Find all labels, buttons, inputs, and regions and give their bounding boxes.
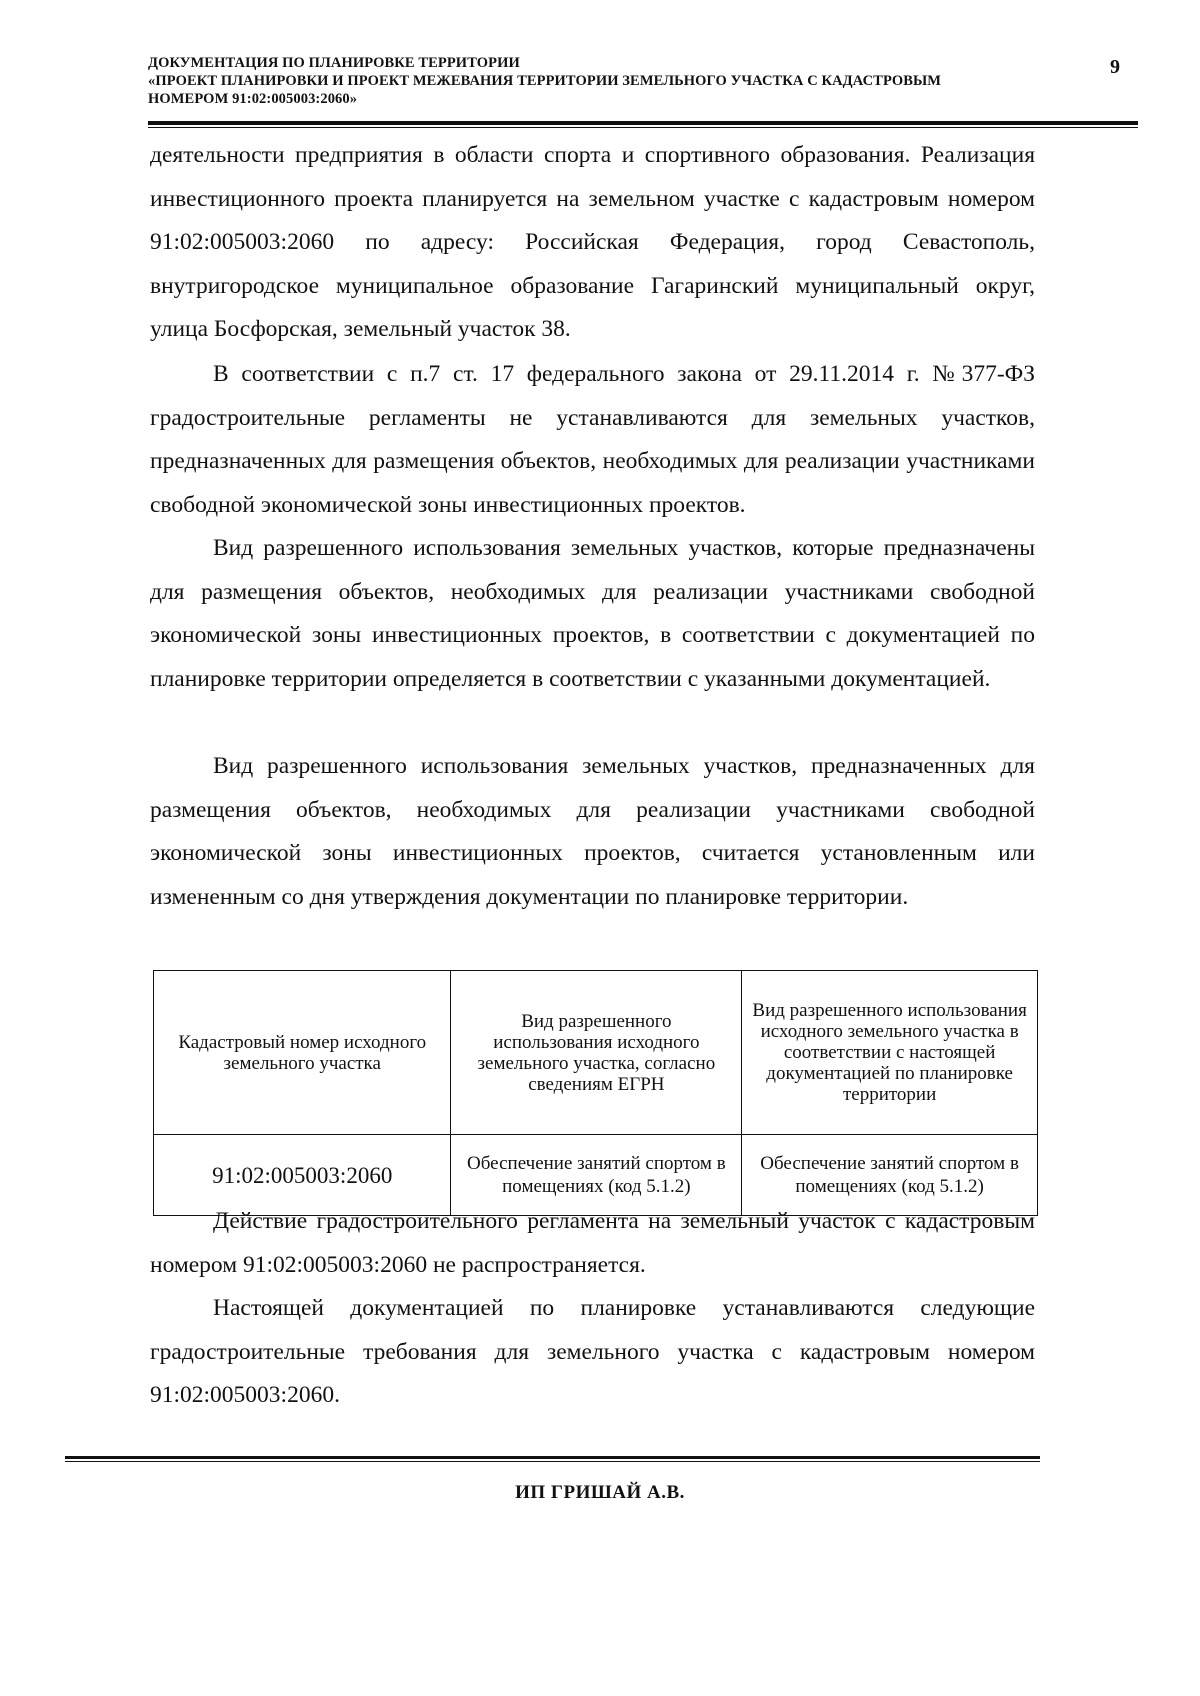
table-cell-cadastral-number: 91:02:005003:2060 bbox=[154, 1135, 451, 1216]
table-header-cell: Вид разрешенного использования исходного земельного участка в соответствии с настоящей документацией по планировке территории bbox=[742, 971, 1038, 1135]
land-use-table bbox=[153, 970, 1038, 1216]
header-divider-thin bbox=[148, 127, 1138, 128]
header-line-2: «ПРОЕКТ ПЛАНИРОВКИ И ПРОЕКТ МЕЖЕВАНИЯ ТЕРРИТОРИИ ЗЕМЕЛЬНОГО УЧАСТКА С КАДАСТРОВЫМ bbox=[148, 73, 942, 89]
table-header-cell: Кадастровый номер исходного земельного участка bbox=[154, 971, 451, 1135]
paragraph-4: Вид разрешенного использования земельных участков, предназначенных для размещения объектов, необходимых для реализации участниками свободной экономической зоны инвестиционных проектов, считается установленным или измененным со дня утверждения документации по планировке территории. bbox=[150, 753, 1035, 910]
header-divider bbox=[148, 121, 1138, 125]
table-cell: Обеспечение занятий спортом в помещениях (код 5.1.2) bbox=[451, 1135, 742, 1216]
paragraph-3: Вид разрешенного использования земельных участков, которые предназначены для размещения объектов, необходимых для реализации участниками свободной экономической зоны инвестиционных проектов, в соответствии с документацией по планировке территории определяется в соответствии с указанными документацией. bbox=[150, 535, 1035, 692]
footer-divider bbox=[65, 1456, 1040, 1459]
paragraph-5: Действие градостроительного регламента на земельный участок с кадастровым номером 91:02:005003:2060 не распространяется. bbox=[150, 1208, 1035, 1278]
document-header bbox=[148, 54, 1048, 108]
header-line-3: НОМЕРОМ 91:02:005003:2060» bbox=[148, 91, 358, 107]
table-header-row bbox=[154, 971, 1038, 1135]
page-number: 9 bbox=[1110, 56, 1120, 78]
paragraph-6: Настоящей документацией по планировке устанавливаются следующие градостроительные требования для земельного участка с кадастровым номером 91:02:005003:2060. bbox=[150, 1295, 1035, 1408]
table-cell: Обеспечение занятий спортом в помещениях (код 5.1.2) bbox=[742, 1135, 1038, 1216]
table-header-cell: Вид разрешенного использования исходного земельного участка, согласно сведениям ЕГРН bbox=[451, 971, 742, 1135]
footer-author: ИП ГРИШАЙ А.В. bbox=[515, 1482, 685, 1503]
header-line-1: ДОКУМЕНТАЦИЯ ПО ПЛАНИРОВКЕ ТЕРРИТОРИИ bbox=[148, 55, 520, 71]
paragraph-1: деятельности предприятия в области спорта и спортивного образования. Реализация инвестиционного проекта планируется на земельном участке с кадастровым номером 91:02:005003:2060 по адресу: Российская Федерация, город Севастополь, внутригородское муниципальное образование Гагаринский муниципальный округ, улица Босфорская, земельный участок 38. bbox=[150, 142, 1035, 342]
footer-divider-thin bbox=[65, 1461, 1040, 1462]
paragraph-2: В соответствии с п.7 ст. 17 федерального закона от 29.11.2014 г. №377-ФЗ градостроительные регламенты не устанавливаются для земельных участков, предназначенных для размещения объектов, необходимых для реализации участниками свободной экономической зоны инвестиционных проектов. bbox=[150, 361, 1035, 518]
